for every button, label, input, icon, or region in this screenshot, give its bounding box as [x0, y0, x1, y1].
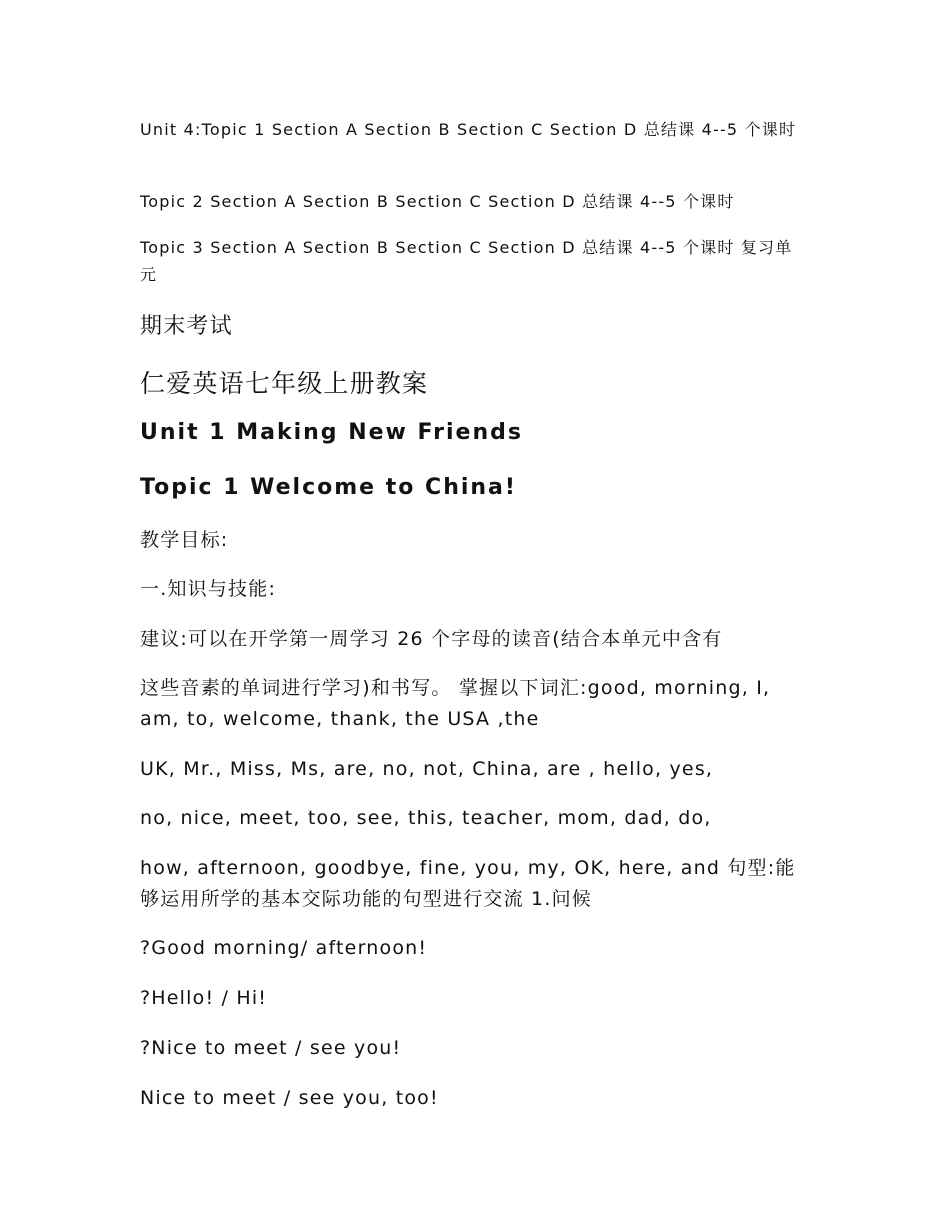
greeting-line: Nice to meet / see you, too! — [140, 1087, 439, 1109]
objectives-label: 教学目标: — [140, 529, 229, 551]
paragraph: 建议:可以在开学第一周学习 26 个字母的读音(结合本单元中含有 — [140, 628, 723, 650]
paragraph: how, afternoon, goodbye, fine, you, my, OK, here, and 句型:能够运用所学的基本交际功能的句型进行交流 1.问候 — [140, 857, 796, 910]
paragraph: no, nice, meet, too, see, this, teacher, mom, dad, do, — [140, 807, 712, 829]
final-exam-heading: 期末考试 — [140, 314, 233, 339]
greeting-line: ?Hello! / Hi! — [140, 987, 268, 1009]
unit-heading: Unit 1 Making New Friends — [140, 420, 523, 445]
greeting-line: ?Good morning/ afternoon! — [140, 937, 428, 959]
unit4-schedule-line: Unit 4:Topic 1 Section A Section B Section C Section D 总结课 4--5 个课时 — [140, 120, 797, 139]
topic2-schedule-line: Topic 2 Section A Section B Section C Section D 总结课 4--5 个课时 — [140, 192, 735, 211]
knowledge-label: 一.知识与技能: — [140, 578, 277, 600]
paragraph: UK, Mr., Miss, Ms, are, no, not, China, are , hello, yes, — [140, 758, 714, 780]
greeting-line: ?Nice to meet / see you! — [140, 1037, 402, 1059]
topic-heading: Topic 1 Welcome to China! — [140, 475, 517, 500]
document-title: 仁爱英语七年级上册教案 — [140, 369, 429, 398]
paragraph: 这些音素的单词进行学习)和书写。 掌握以下词汇:good, morning, I, am, to, welcome, thank, the USA ,the — [140, 677, 771, 730]
topic3-schedule-line: Topic 3 Section A Section B Section C Section D 总结课 4--5 个课时 复习单元 — [140, 238, 793, 284]
